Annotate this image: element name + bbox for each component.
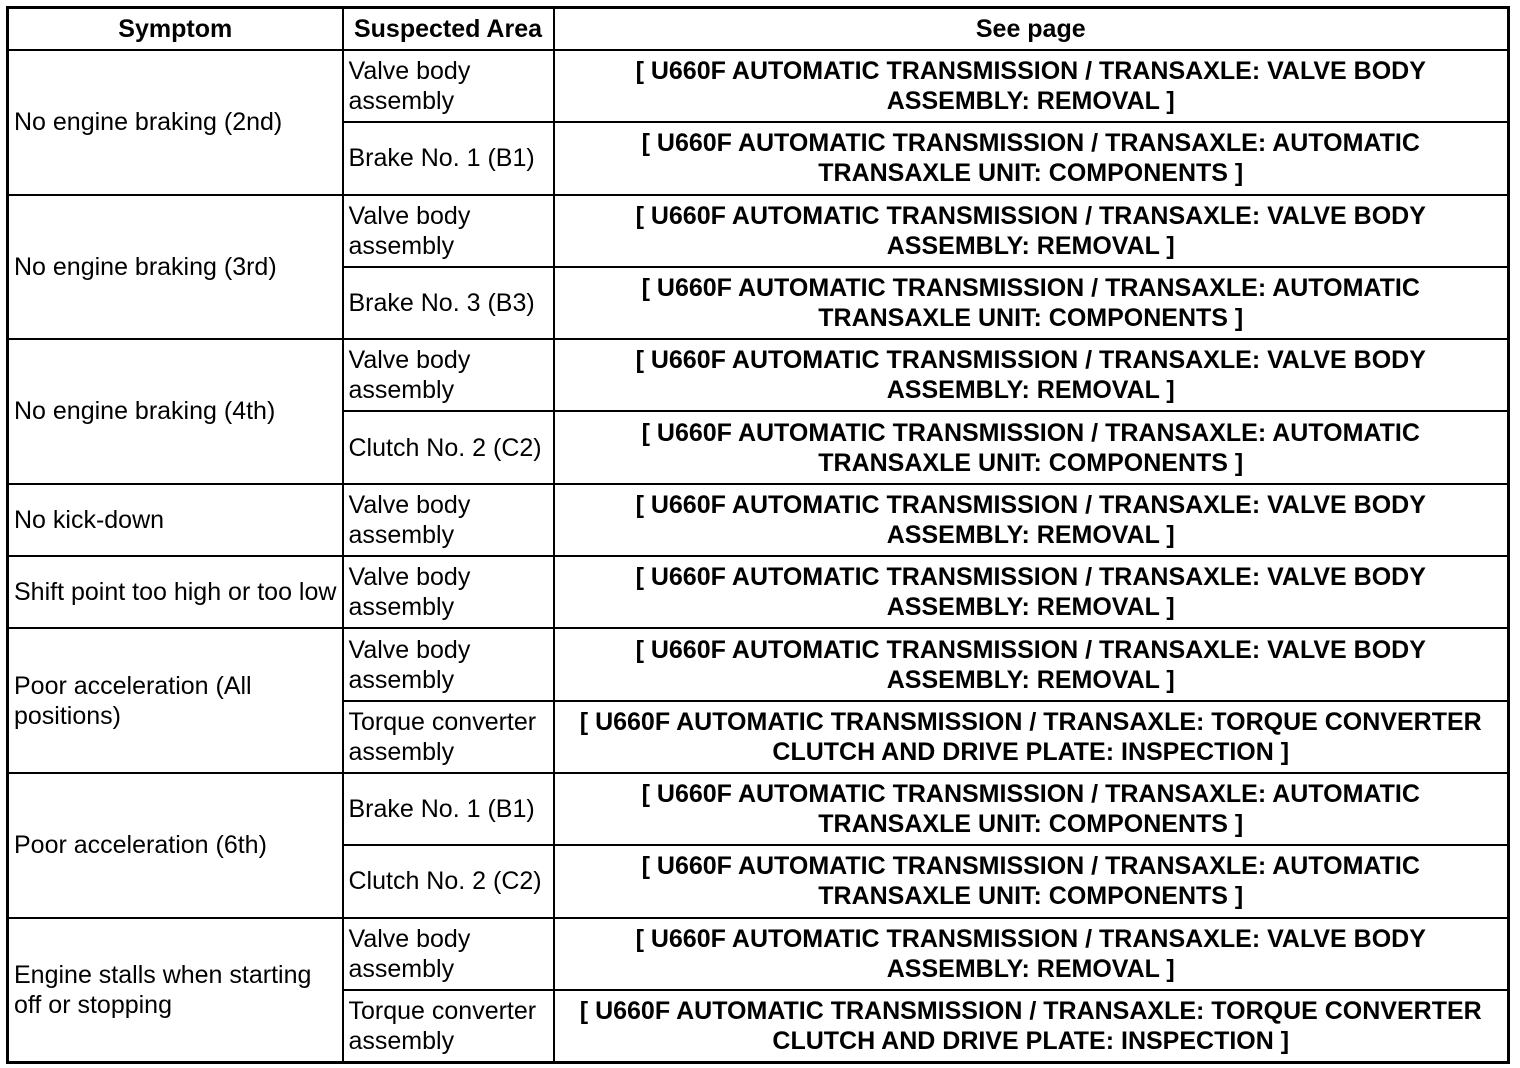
header-suspected-area: Suspected Area: [343, 8, 554, 51]
see-page-cell: [ U660F AUTOMATIC TRANSMISSION / TRANSAXLE: VALVE BODY ASSEMBLY: REMOVAL ]: [554, 484, 1509, 556]
suspected-area-cell: Valve body assembly: [343, 556, 554, 628]
table-row: [8, 484, 1509, 556]
suspected-area-cell: Clutch No. 2 (C2): [343, 411, 554, 483]
see-page-cell: [ U660F AUTOMATIC TRANSMISSION / TRANSAXLE: AUTOMATIC TRANSAXLE UNIT: COMPONENTS ]: [554, 845, 1509, 917]
see-page-cell: [ U660F AUTOMATIC TRANSMISSION / TRANSAXLE: AUTOMATIC TRANSAXLE UNIT: COMPONENTS ]: [554, 267, 1509, 339]
see-page-cell: [ U660F AUTOMATIC TRANSMISSION / TRANSAXLE: AUTOMATIC TRANSAXLE UNIT: COMPONENTS ]: [554, 773, 1509, 845]
table-row: [8, 556, 1509, 628]
suspected-area-cell: Valve body assembly: [343, 484, 554, 556]
symptom-cell: No engine braking (2nd): [8, 50, 343, 195]
symptom-cell: Shift point too high or too low: [8, 556, 343, 628]
suspected-area-cell: Clutch No. 2 (C2): [343, 845, 554, 917]
header-see-page: See page: [554, 8, 1509, 51]
suspected-area-cell: Torque converter assembly: [343, 701, 554, 773]
see-page-cell: [ U660F AUTOMATIC TRANSMISSION / TRANSAXLE: VALVE BODY ASSEMBLY: REMOVAL ]: [554, 195, 1509, 267]
table-row: [8, 628, 1509, 700]
see-page-cell: [ U660F AUTOMATIC TRANSMISSION / TRANSAXLE: TORQUE CONVERTER CLUTCH AND DRIVE PLATE: INSPECTION ]: [554, 701, 1509, 773]
table-row: [8, 339, 1509, 411]
suspected-area-cell: Brake No. 1 (B1): [343, 773, 554, 845]
troubleshooting-table: [6, 6, 1510, 1064]
table-row: [8, 918, 1509, 990]
see-page-cell: [ U660F AUTOMATIC TRANSMISSION / TRANSAXLE: VALVE BODY ASSEMBLY: REMOVAL ]: [554, 556, 1509, 628]
table-row: [8, 50, 1509, 122]
suspected-area-cell: Torque converter assembly: [343, 990, 554, 1063]
table-row: [8, 195, 1509, 267]
see-page-cell: [ U660F AUTOMATIC TRANSMISSION / TRANSAXLE: AUTOMATIC TRANSAXLE UNIT: COMPONENTS ]: [554, 122, 1509, 194]
suspected-area-cell: Valve body assembly: [343, 918, 554, 990]
header-symptom: Symptom: [8, 8, 343, 51]
symptom-cell: Engine stalls when starting off or stopping: [8, 918, 343, 1063]
suspected-area-cell: Valve body assembly: [343, 339, 554, 411]
symptom-cell: Poor acceleration (6th): [8, 773, 343, 918]
suspected-area-cell: Brake No. 1 (B1): [343, 122, 554, 194]
see-page-cell: [ U660F AUTOMATIC TRANSMISSION / TRANSAXLE: VALVE BODY ASSEMBLY: REMOVAL ]: [554, 918, 1509, 990]
suspected-area-cell: Valve body assembly: [343, 195, 554, 267]
table-row: [8, 773, 1509, 845]
symptom-cell: No engine braking (3rd): [8, 195, 343, 340]
symptom-cell: No kick-down: [8, 484, 343, 556]
header-row: [8, 8, 1509, 51]
see-page-cell: [ U660F AUTOMATIC TRANSMISSION / TRANSAXLE: TORQUE CONVERTER CLUTCH AND DRIVE PLATE: INSPECTION ]: [554, 990, 1509, 1063]
suspected-area-cell: Brake No. 3 (B3): [343, 267, 554, 339]
symptom-cell: No engine braking (4th): [8, 339, 343, 484]
see-page-cell: [ U660F AUTOMATIC TRANSMISSION / TRANSAXLE: VALVE BODY ASSEMBLY: REMOVAL ]: [554, 339, 1509, 411]
see-page-cell: [ U660F AUTOMATIC TRANSMISSION / TRANSAXLE: VALVE BODY ASSEMBLY: REMOVAL ]: [554, 628, 1509, 700]
symptom-cell: Poor acceleration (All positions): [8, 628, 343, 773]
suspected-area-cell: Valve body assembly: [343, 628, 554, 700]
see-page-cell: [ U660F AUTOMATIC TRANSMISSION / TRANSAXLE: AUTOMATIC TRANSAXLE UNIT: COMPONENTS ]: [554, 411, 1509, 483]
see-page-cell: [ U660F AUTOMATIC TRANSMISSION / TRANSAXLE: VALVE BODY ASSEMBLY: REMOVAL ]: [554, 50, 1509, 122]
suspected-area-cell: Valve body assembly: [343, 50, 554, 122]
